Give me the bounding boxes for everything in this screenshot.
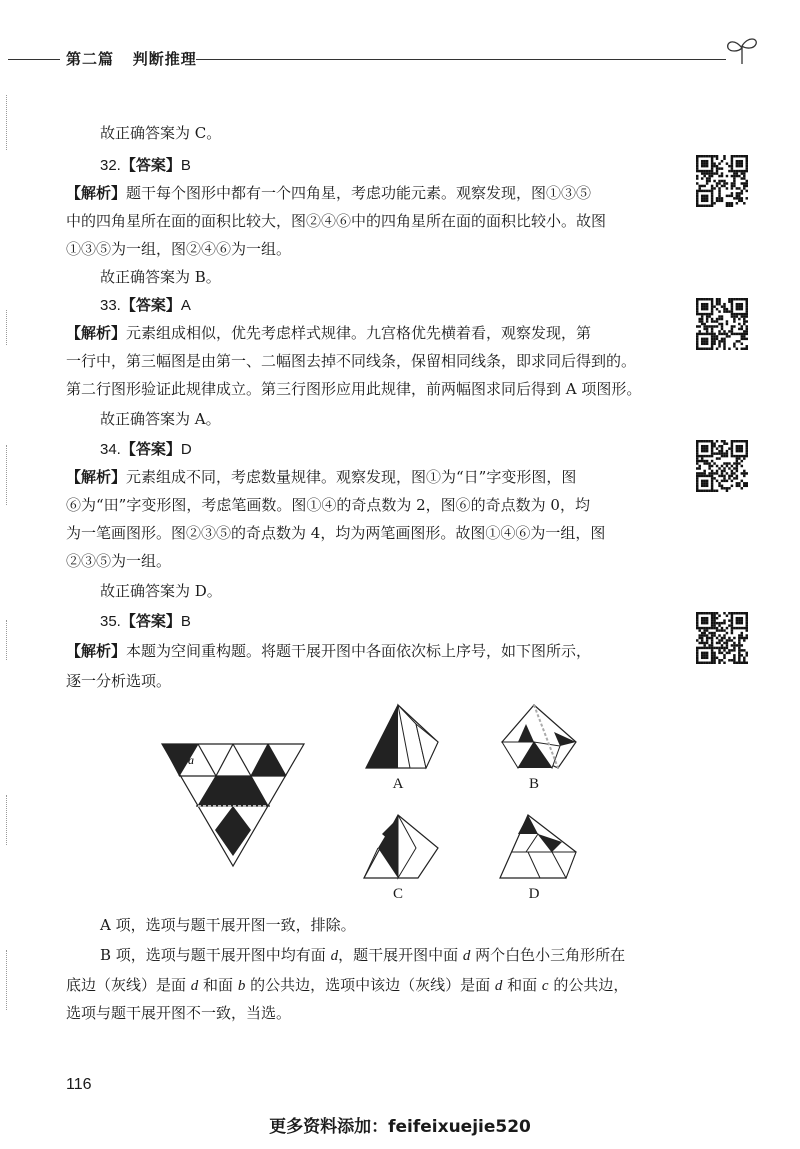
var-d: d [330,948,339,964]
text-span: 的公共边，选项中该边（灰线）是面 [245,976,495,994]
var-d: d [494,978,503,994]
q33-answer [100,292,700,319]
qr-code-q34[interactable] [696,440,748,492]
black-face [251,744,286,776]
answer-letter: B [180,613,191,630]
analysis-tag: 【解析】 [66,642,127,660]
qr-code-q32[interactable] [696,155,748,207]
margin-mark [6,950,9,1010]
option-label-c: C [392,886,403,902]
header-rule-right [196,59,726,60]
question-number: 32. [100,157,121,174]
q33-analysis-2: 一行中，第三幅图是由第一、二幅图去掉不同线条，保留相同线条，即求同后得到的。 [66,352,637,370]
margin-mark [6,795,9,845]
var-d: d [190,978,199,994]
answer-tag: 【答案】 [120,612,181,630]
var-c: c [541,978,549,994]
answer-letter: A [180,297,191,314]
margin-mark [6,445,9,505]
answer-tag: 【答案】 [120,296,181,314]
footer-note: 更多资料添加：feifeixuejie520 [269,1117,531,1137]
option-c-figure [358,812,442,882]
q34-analysis-4: ②③⑤为一组。 [66,552,172,570]
black-face [215,806,251,856]
q34-analysis-1 [66,464,666,490]
analysis-tag: 【解析】 [66,184,127,202]
unfolded-net-figure [158,740,308,870]
answer-letter: D [180,441,192,458]
page-number: 116 [66,1076,92,1093]
margin-mark [6,310,9,345]
option-label-d: D [528,886,540,902]
answer-line: 故正确答案为 C。 [100,124,222,142]
analysis-text: 元素组成相似，优先考虑样式规律。九宫格优先横着看，观察发现，第 [126,324,592,342]
option-b-analysis-2 [66,972,666,999]
margin-mark [6,95,9,150]
q33-conclusion: 故正确答案为 A。 [100,410,221,428]
q32-conclusion: 故正确答案为 B。 [100,268,221,286]
q34-conclusion: 故正确答案为 D。 [100,582,222,600]
text-span: B 项，选项与题干展开图中均有面 [100,946,331,964]
q33-analysis-3: 第二行图形验证此规律成立。第三行图形应用此规律，前两幅图求同后得到 A 项图形。 [66,380,642,398]
text-span: ，题干展开图中面 [338,946,463,964]
header-title [66,48,197,69]
text-span: 两个白色小三角形所在 [470,946,626,964]
option-a-analysis: A 项，选项与题干展开图一致，排除。 [100,916,356,934]
q35-answer [100,608,700,635]
q33-analysis-1 [66,320,666,346]
q32-analysis-3: ①③⑤为一组，图②④⑥为一组。 [66,240,292,258]
text-span: 和面 [198,976,238,994]
option-label-a: A [392,776,404,792]
q34-answer [100,436,700,463]
q35-analysis-2: 逐一分析选项。 [66,672,172,690]
qr-code-q35[interactable] [696,612,748,664]
analysis-text: 题干每个图形中都有一个四角星，考虑功能元素。观察发现，图①③⑤ [126,184,592,202]
var-b: b [237,978,246,994]
option-d-figure [496,812,580,882]
question-number: 35. [100,613,121,630]
answer-letter: B [180,157,191,174]
option-b-analysis-3: 选项与题干展开图不一致，当选。 [66,1004,292,1022]
sprout-icon [722,34,762,68]
running-header [0,40,800,80]
option-b-analysis-1 [100,942,700,969]
answer-tag: 【答案】 [120,440,181,458]
header-rule-left [8,59,60,60]
option-a-figure [358,702,442,772]
q34-analysis-3: 为一笔画图形。图②③⑤的奇点数为 4，均为两笔画图形。故图①④⑥为一组，图 [66,524,606,542]
analysis-text: 本题为空间重构题。将题干展开图中各面依次标上序号，如下图所示， [126,642,592,660]
question-number: 34. [100,441,121,458]
option-label-b: B [528,776,539,792]
q32-analysis-2: 中的四角星所在面的面积比较大，图②④⑥中的四角星所在面的面积比较小。故图 [66,212,607,230]
qr-code-q33[interactable] [696,298,748,350]
header-chapter: 判断推理 [132,50,197,68]
analysis-text: 元素组成不同，考虑数量规律。观察发现，图①为“日”字变形图，图 [126,468,577,486]
text-span: 和面 [502,976,542,994]
analysis-tag: 【解析】 [66,324,127,342]
text-span: 的公共边， [548,976,629,994]
q34-analysis-2: ⑥为“田”字变形图，考虑笔画数。图①④的奇点数为 2，图⑥的奇点数为 0，均 [66,496,590,514]
margin-mark [6,620,9,660]
question-number: 33. [100,297,121,314]
analysis-tag: 【解析】 [66,468,127,486]
black-face [198,776,268,806]
face-label: a [188,753,194,767]
var-d: d [462,948,471,964]
answer-tag: 【答案】 [120,156,181,174]
q32-answer [100,152,700,179]
option-b-figure [496,702,580,772]
q35-analysis-1 [66,638,666,664]
text-span: 底边（灰线）是面 [66,976,191,994]
header-section: 第二篇 [66,50,115,68]
q32-analysis-1 [66,180,666,206]
